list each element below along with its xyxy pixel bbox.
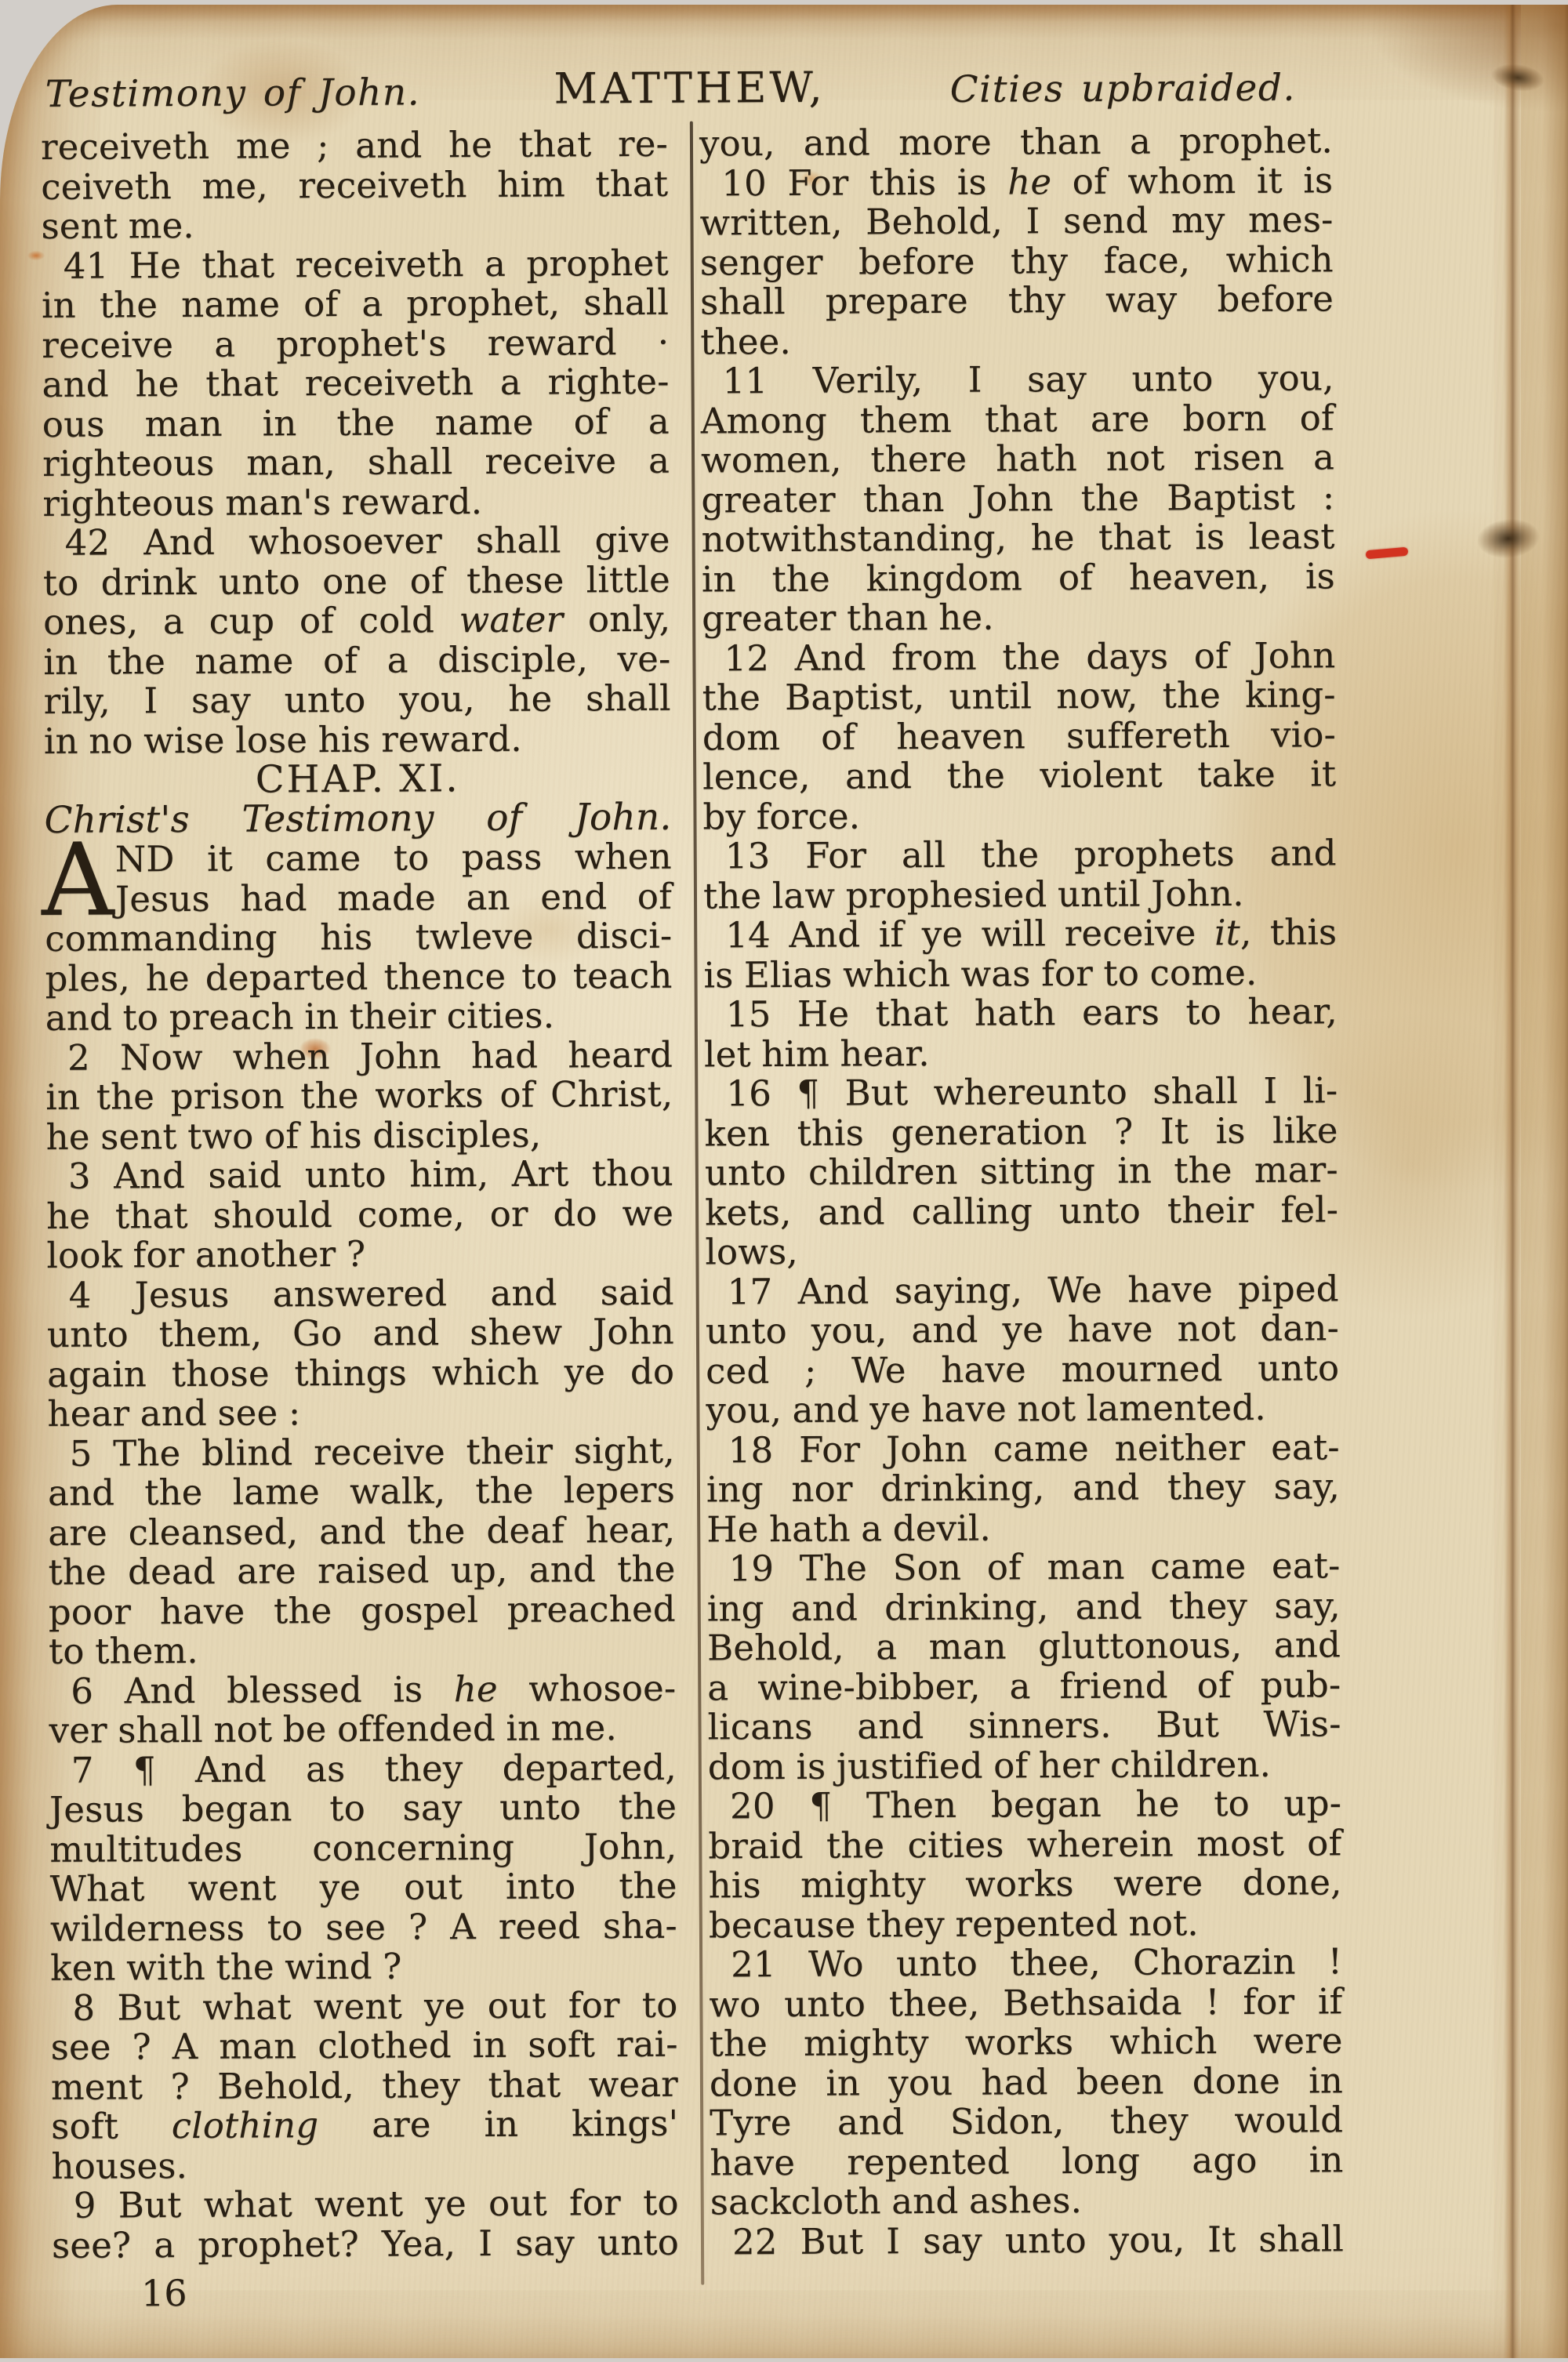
- text-line: and to preach in their cities.: [45, 994, 555, 1039]
- text-line: houses.: [51, 2144, 188, 2187]
- text-line: ing and drinking, and they say,: [706, 1584, 1341, 1630]
- text-line: look for another ?: [46, 1232, 366, 1276]
- text-line: in no wise lose his reward.: [43, 717, 522, 762]
- verse-paragraph: [50, 1985, 678, 2186]
- text-line: he that should come, or do we: [45, 1192, 674, 1237]
- verse-paragraph: [49, 1747, 678, 1988]
- text-line: greater than he.: [702, 596, 994, 640]
- verse-paragraph: [45, 1035, 673, 1157]
- text-line: women, there hath not risen a: [700, 436, 1335, 481]
- text-line: ing nor drinking, and they say,: [706, 1465, 1341, 1511]
- text-line: Christ's Testimony of John.: [44, 795, 672, 842]
- verse-paragraph: [700, 358, 1335, 639]
- text-line: ment ? Behold, they that wear: [50, 2063, 679, 2108]
- verse-paragraph: [46, 1154, 674, 1276]
- text-line: 5 The blind receive their sight,: [69, 1429, 675, 1475]
- text-line: ous man in the name of a: [42, 400, 670, 445]
- text-line: because they repented not.: [708, 1901, 1199, 1947]
- text-line: and he that receiveth a righte-: [42, 360, 670, 405]
- chapter-heading: [44, 758, 671, 801]
- verse-paragraph: [706, 1425, 1341, 1551]
- text-line: ND it came to pass when: [114, 835, 672, 880]
- text-line: ken this generation ? It is like: [704, 1108, 1338, 1155]
- page-number: 16: [140, 2272, 187, 2315]
- text-line: 11 Verily, I say unto you,: [722, 357, 1334, 402]
- text-line: He hath a devil.: [706, 1507, 992, 1551]
- text-line: 21 Wo unto thee, Chorazin !: [731, 1940, 1343, 1986]
- text-line: Among them that are born of: [700, 396, 1334, 442]
- text-line: a wine-bibber, a friend of pub-: [707, 1663, 1341, 1709]
- text-line: dom of heaven suffereth vio-: [702, 713, 1337, 759]
- text-line: dom is justified of her children.: [707, 1743, 1272, 1788]
- text-line: 10 For this is he of whom it is: [721, 158, 1334, 204]
- dropcap-letter: A: [41, 822, 114, 939]
- text-line: the mighty works which were: [709, 2019, 1343, 2065]
- text-line: 17 And saying, We have piped: [727, 1267, 1339, 1312]
- text-line: done in you had been done in: [709, 2059, 1344, 2105]
- running-head-right: Cities upbraided.: [949, 66, 1296, 111]
- text-line: see ? A man clothed in soft rai-: [50, 2023, 678, 2068]
- text-line: you, and ye have not lamented.: [706, 1386, 1266, 1431]
- verse-paragraph: [49, 1668, 677, 1751]
- text-line: braid the cities wherein most of: [708, 1821, 1342, 1867]
- text-line: sent me.: [41, 204, 194, 247]
- verse-paragraph: [703, 833, 1338, 916]
- text-line: in the name of a disciple, ve-: [43, 637, 671, 683]
- text-line: 7 ¶ And as they departed,: [71, 1746, 677, 1791]
- text-line: multitudes concerning John,: [49, 1825, 677, 1870]
- verse-paragraph: [702, 633, 1337, 838]
- running-head-center: MATTHEW,: [554, 62, 826, 114]
- text-line: lence, and the violent take it: [702, 753, 1337, 798]
- text-line: senger before thy face, which: [699, 238, 1334, 284]
- text-line: see? a prophet? Yea, I say unto: [51, 2221, 680, 2266]
- text-line: rily, I say unto you, he shall: [43, 677, 671, 722]
- text-line: are cleansed, and the deaf hear,: [48, 1508, 676, 1554]
- text-line: unto children sitting in the mar-: [704, 1148, 1338, 1194]
- text-line: you, and more than a prophet.: [699, 119, 1334, 165]
- text-line: 3 And said unto him, Art thou: [67, 1152, 673, 1197]
- text-line: ones, a cup of cold water only,: [43, 597, 671, 643]
- running-head-left: Testimony of John.: [45, 71, 421, 116]
- text-line: kets, and calling unto their fel-: [704, 1188, 1339, 1234]
- text-line: poor have the gospel preached: [48, 1587, 676, 1633]
- text-line: 15 He that hath ears to hear,: [725, 990, 1338, 1036]
- text-line: hear and see :: [47, 1391, 301, 1435]
- text-line: soft clothing are in kings': [51, 2102, 679, 2147]
- left-text-column: [40, 122, 680, 2266]
- text-line: written, Behold, I send my mes-: [699, 198, 1334, 244]
- text-line: 12 And from the days of John: [724, 633, 1336, 679]
- text-line: the dead are raised up, and the: [48, 1547, 676, 1593]
- verse-paragraph: [699, 121, 1333, 164]
- text-line: 6 And blessed is he whosoe-: [71, 1667, 677, 1712]
- text-line: to them.: [48, 1629, 198, 1672]
- text-line: and the lame walk, the lepers: [47, 1468, 676, 1514]
- text-line: shall prepare thy way before: [699, 278, 1334, 323]
- text-line: What went ye out into the: [49, 1864, 677, 1910]
- text-line: righteous man's reward.: [42, 480, 483, 524]
- text-line: ken with the wind ?: [50, 1945, 402, 1989]
- verse-paragraph: [709, 1942, 1344, 2222]
- text-line: unto you, and ye have not dan-: [705, 1307, 1340, 1352]
- text-line: have repented long ago in: [710, 2138, 1344, 2184]
- text-line: thee.: [700, 320, 792, 363]
- text-line: the law prophesied until John.: [702, 872, 1244, 917]
- text-line: 41 He that receiveth a prophet: [63, 241, 669, 287]
- verse-paragraph: [706, 1546, 1341, 1787]
- verse-paragraph: [704, 992, 1338, 1074]
- text-line: licans and sinners. But Wis-: [707, 1703, 1341, 1748]
- text-line: commanding his twleve disci-: [45, 914, 673, 960]
- text-line: receive a prophet's reward ·: [42, 321, 670, 366]
- verse-paragraph: [708, 1783, 1342, 1945]
- text-line: greater than John the Baptist :: [701, 475, 1335, 521]
- text-line: 2 Now when John had heard: [67, 1033, 673, 1079]
- text-line: ced ; We have mourned unto: [706, 1346, 1340, 1392]
- right-text-column: [699, 121, 1344, 2262]
- text-line: ples, he departed thence to teach: [45, 954, 673, 1000]
- verse-paragraph: [699, 158, 1334, 363]
- text-line: 16 ¶ But whereunto shall I li-: [726, 1069, 1338, 1115]
- text-line: wilderness to see ? A reed sha-: [49, 1904, 678, 1950]
- text-line: 18 For John came neither eat-: [728, 1425, 1340, 1471]
- verse-paragraph: [710, 2219, 1344, 2262]
- text-line: ceiveth me, receiveth him that: [41, 162, 669, 208]
- text-line: 8 But what went ye out for to: [72, 1983, 678, 2029]
- verse-paragraph: [706, 1269, 1340, 1431]
- text-line: by force.: [702, 795, 861, 838]
- text-line: lows,: [705, 1230, 798, 1273]
- page-content: [0, 1, 1568, 2362]
- text-line: 4 Jesus answered and said: [68, 1271, 674, 1316]
- text-line: notwithstanding, he that is least: [701, 515, 1335, 561]
- verse-paragraph: [704, 1071, 1338, 1272]
- chapter-subtitle: [44, 797, 671, 840]
- verse-paragraph: [703, 913, 1338, 995]
- text-line: CHAP. XI.: [255, 756, 460, 802]
- text-line: unto them, Go and shew John: [46, 1310, 675, 1355]
- text-line: Behold, a man gluttonous, and: [706, 1624, 1341, 1669]
- aged-paper-page: [0, 5, 1568, 2358]
- text-line: 14 And if ye will receive it, this: [725, 911, 1338, 956]
- text-line: let him hear.: [703, 1032, 930, 1076]
- text-line: Jesus began to say unto the: [49, 1785, 677, 1830]
- text-line: wo unto thee, Bethsaida ! for if: [709, 1979, 1343, 2026]
- text-line: his mighty works were done,: [708, 1861, 1342, 1907]
- verse-paragraph-dropcap: [41, 822, 673, 1039]
- verse-paragraph: [48, 1431, 677, 1671]
- text-line: 13 For all the prophets and: [724, 832, 1337, 877]
- verse-paragraph: [52, 2183, 680, 2266]
- text-line: in the kingdom of heaven, is: [701, 554, 1336, 600]
- text-line: 9 But what went ye out for to: [73, 2181, 679, 2226]
- text-line: receiveth me ; and he that re-: [40, 122, 669, 168]
- text-line: Jesus had made an end of: [114, 875, 673, 920]
- text-line: he sent two of his disciples,: [45, 1113, 542, 1158]
- verse-paragraph: [47, 1272, 675, 1434]
- text-line: the Baptist, until now, the king-: [702, 673, 1336, 719]
- verse-paragraph: [42, 243, 670, 524]
- verse-paragraph: [42, 518, 672, 762]
- text-line: Tyre and Sidon, they would: [710, 2099, 1344, 2144]
- text-line: 19 The Son of man came eat-: [728, 1544, 1341, 1590]
- text-line: 20 ¶ Then began he to up-: [729, 1782, 1342, 1827]
- text-line: in the name of a prophet, shall: [41, 281, 670, 326]
- text-line: 42 And whosoever shall give: [64, 518, 670, 564]
- text-line: righteous man, shall receive a: [42, 439, 670, 484]
- text-line: 22 But I say unto you, It shall: [731, 2217, 1345, 2262]
- text-line: in the prison the works of Christ,: [45, 1072, 673, 1118]
- text-line: ver shall not be offended in me.: [49, 1707, 618, 1751]
- text-line: to drink unto one of these little: [42, 558, 671, 604]
- text-line: again those things which ye do: [47, 1350, 675, 1395]
- verse-paragraph: [40, 122, 669, 247]
- text-line: sackcloth and ashes.: [710, 2179, 1083, 2223]
- text-line: is Elias which was for to come.: [703, 951, 1258, 996]
